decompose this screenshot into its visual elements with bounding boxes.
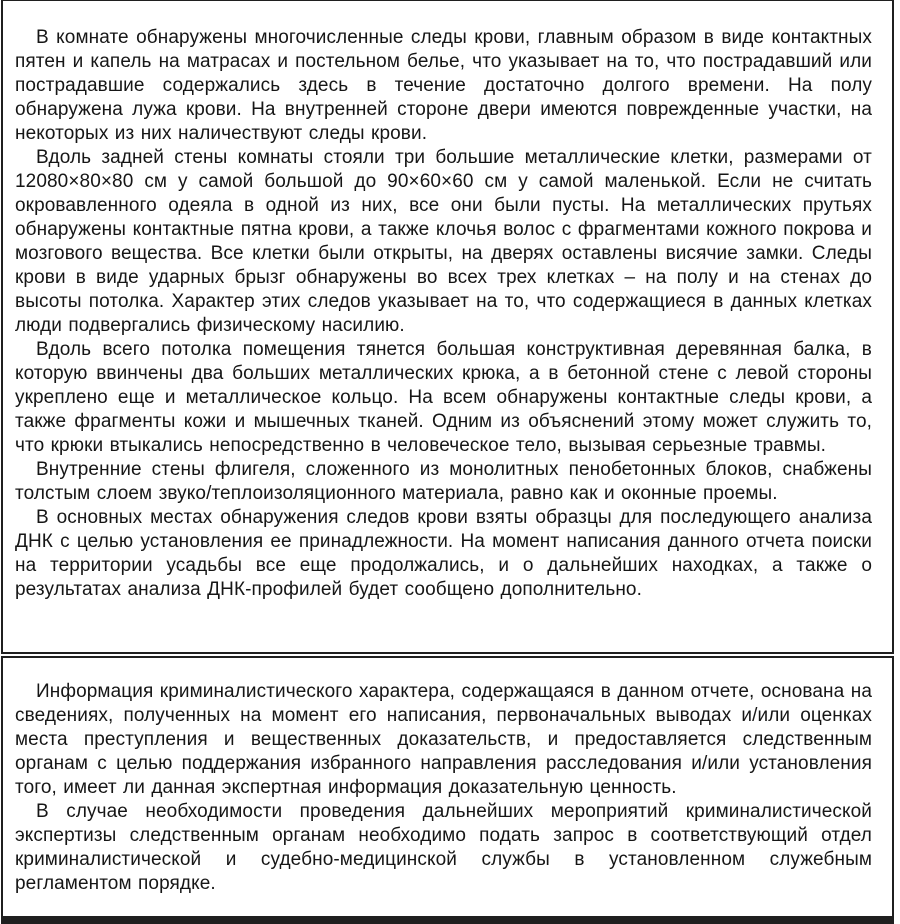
findings-section	[1, 0, 894, 654]
findings-paragraph-4: Внутренние стены флигеля, сложенного из монолитных пенобетонных блоков, снабжены толстым слоем звуко/теплоизоляционного материала, равно как и оконные проемы.	[15, 459, 872, 504]
findings-paragraph-1: В комнате обнаружены многочисленные следы крови, главным образом в виде контактных пятен и капель на матрасах и постельном белье, что указывает на то, что пострадавший или пострадавшие содержались здесь в течение достаточно долгого времени. На полу обнаружена лужа крови. На внутренней стороне двери имеются поврежденные участки, на некоторых из них наличествуют следы крови.	[15, 27, 872, 144]
findings-paragraph-5: В основных местах обнаружения следов крови взяты образцы для последующего анализа ДНК с целью установления ее принадлежности. На момент написания данного отчета поиски на территории усадьбы все еще продолжались, и о дальнейших находках, а также о результатах анализа ДНК-профилей будет сообщено дополнительно.	[15, 507, 872, 600]
findings-paragraph-2: Вдоль задней стены комнаты стояли три большие металлические клетки, размерами от 12080×80×80 см у самой большой до 90×60×60 см у самой маленькой. Если не считать окровавленного одеяла в одной из них, все они были пусты. На металлических прутьях обнаружены контактные пятна крови, а также клочья волос с фрагментами кожного покрова и мозгового вещества. Все клетки были открыты, на дверях оставлены висячие замки. Следы крови в виде ударных брызг обнаружены во всех трех клетках – на полу и на стенах до высоты потолка. Характер этих следов указывает на то, что содержащиеся в данных клетках люди подвергались физическому насилию.	[15, 147, 872, 336]
disclaimer-section	[1, 656, 894, 924]
disclaimer-paragraph-2: В случае необходимости проведения дальнейших мероприятий криминалистической экспертизы следственным органам необходимо подать запрос в соответствующий отдел криминалистической и судебно-медицинской службы в установленном служебным регламентом порядке.	[15, 801, 872, 894]
findings-paragraph-3: Вдоль всего потолка помещения тянется большая конструктивная деревянная балка, в которую ввинчены два больших металлических крюка, а в бетонной стене с левой стороны укреплено еще и металлическое кольцо. На всем обнаружены контактные следы крови, а также фрагменты кожи и мышечных тканей. Одним из объяснений этому может служить то, что крюки втыкались непосредственно в человеческое тело, вызывая серьезные травмы.	[15, 339, 872, 456]
disclaimer-paragraph-1: Информация криминалистического характера, содержащаяся в данном отчете, основана на сведениях, полученных на момент его написания, первоначальных выводах и/или оценках места преступления и вещественных доказательств, и предоставляется следственным органам с целью поддержания избранного направления расследования и/или установления того, имеет ли данная экспертная информация доказательную ценность.	[15, 681, 872, 798]
